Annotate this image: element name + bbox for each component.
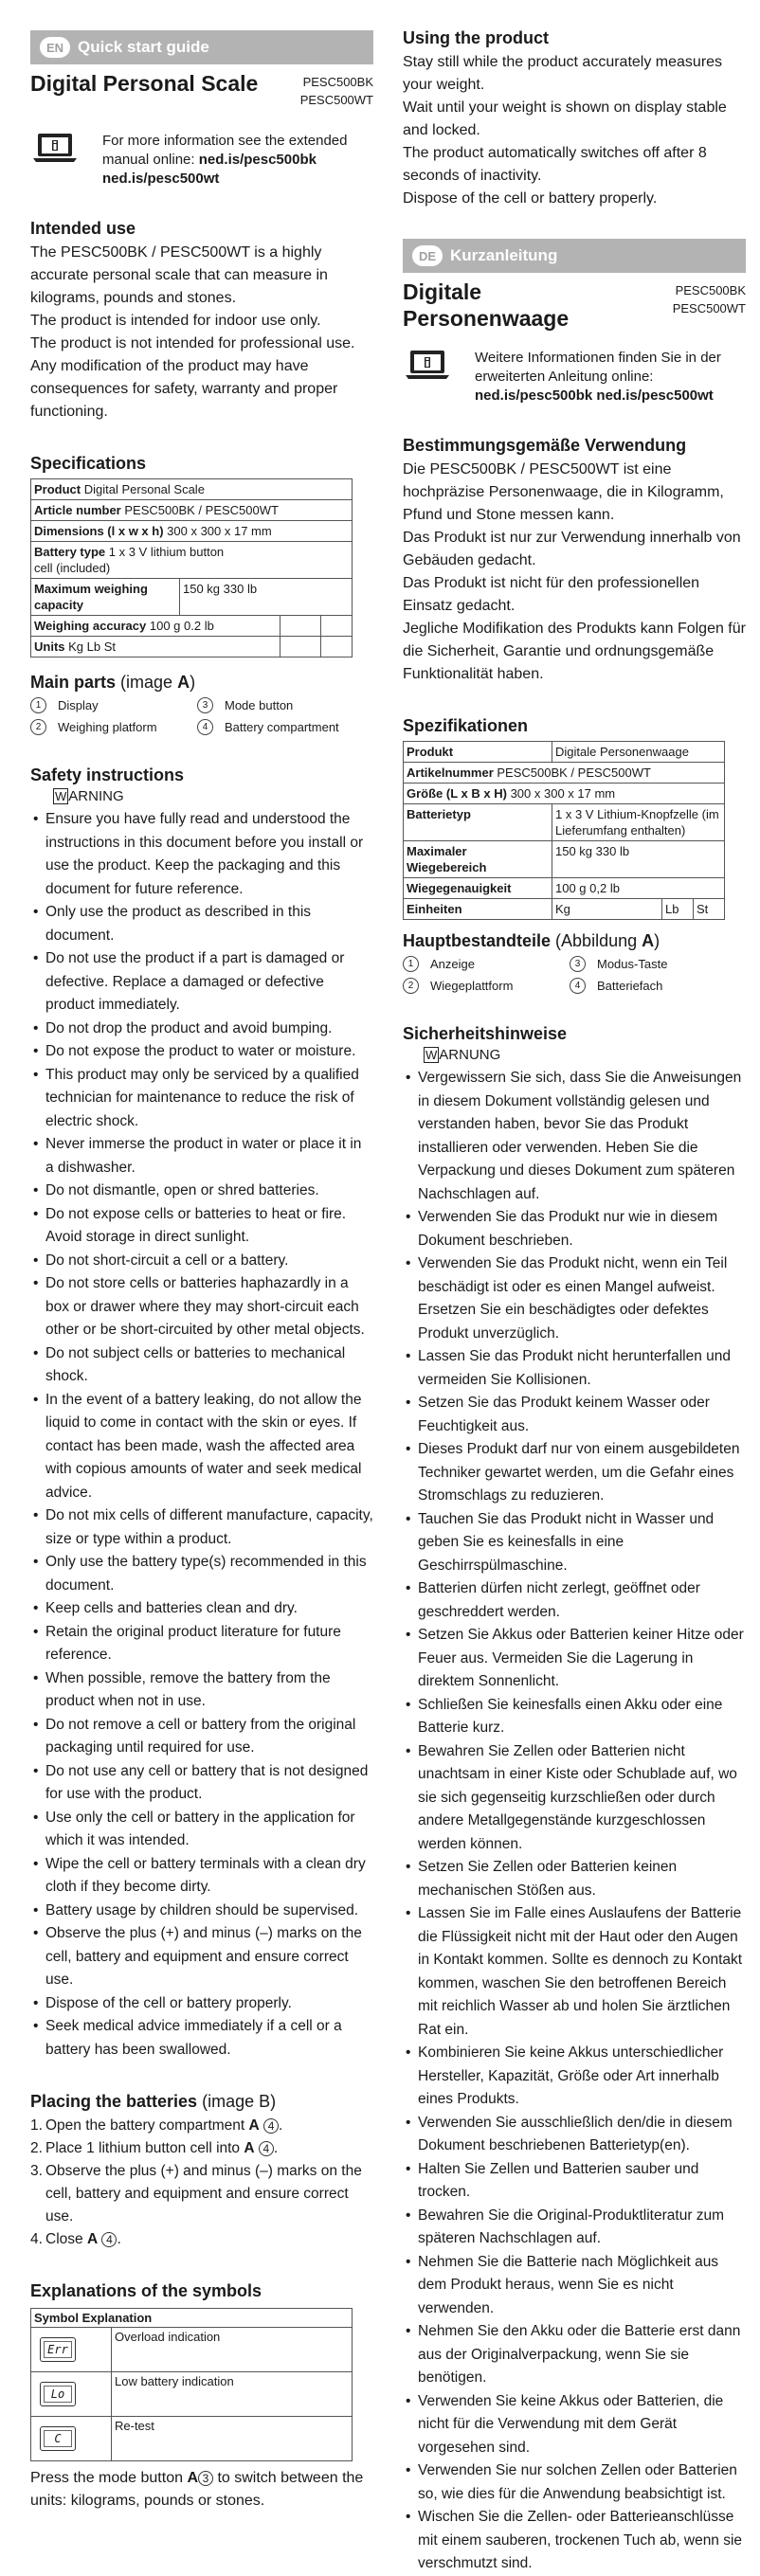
step-image-ref: A	[86, 2231, 99, 2247]
part-label: Modus-Taste	[597, 957, 668, 971]
de-product-name-1: Digitale	[403, 279, 482, 304]
spec-value: 100 g 0.2 lb	[149, 619, 214, 633]
en-model-numbers	[300, 70, 373, 109]
en-parts-list	[30, 697, 373, 735]
safety-item: • Seek medical advice immediately if a cell or a battery has been swallowed.	[30, 2015, 373, 2062]
warning-text: ARNUNG	[439, 1047, 501, 1063]
safety-item: • Do not remove a cell or battery from the original packaging until required for use.	[30, 1714, 373, 1760]
safety-item: • Do not short-circuit a cell or a battery.	[30, 1250, 373, 1273]
safety-item: • Verwenden Sie das Produkt nur wie in diesem Dokument beschrieben.	[403, 1206, 746, 1252]
list-item	[30, 697, 197, 713]
safety-item: • Never immerse the product in water or place it in a dishwasher.	[30, 1133, 373, 1180]
en-placing-title	[30, 2090, 373, 2113]
en-safety-list	[30, 808, 373, 2062]
en-spec-title: Specifications	[30, 454, 147, 473]
step-item	[30, 2228, 373, 2251]
table-row	[404, 878, 725, 899]
de-spec-table	[403, 741, 725, 920]
step-item	[30, 2115, 373, 2137]
spec-label: Produkt	[407, 745, 454, 759]
list-item	[403, 978, 570, 994]
list-item	[197, 697, 358, 713]
safety-item: • Verwenden Sie das Produkt nicht, wenn ein Teil beschädigt ist oder es einen Mangel aufweist. Ersetzen Sie ein beschädigtes oder defektes Produkt unverzüglich.	[403, 1252, 746, 1345]
spec-label: Größe (L x B x H)	[407, 786, 507, 801]
table-row	[31, 2417, 353, 2461]
mode-text-1: Press the mode button	[30, 2470, 188, 2486]
en-parts-title-text: Main parts	[30, 673, 117, 692]
safety-item: • Do not expose cells or batteries to heat or fire. Avoid storage in direct sunlight.	[30, 1203, 373, 1250]
spec-label: Artikelnummer	[407, 766, 494, 780]
safety-item: • Retain the original product literature for future reference.	[30, 1621, 373, 1667]
safety-item: • Use only the cell or battery in the application for which it was intended.	[30, 1807, 373, 1853]
en-product-row	[30, 70, 373, 109]
de-header-bar	[403, 239, 746, 273]
safety-item: • Lassen Sie das Produkt nicht herunterfallen und vermeiden Sie Kollisionen.	[403, 1345, 746, 1392]
en-spec-table	[30, 478, 353, 658]
spec-value: PESC500BK / PESC500WT	[124, 503, 279, 517]
symbols-header: Symbol Explanation	[34, 2311, 153, 2325]
step-part-number: 4	[101, 2232, 117, 2247]
table-row	[31, 616, 353, 637]
en-safety-title: Safety instructions	[30, 766, 185, 784]
de-intended-paragraph: Das Produkt ist nicht für den professionellen Einsatz gedacht.	[403, 575, 700, 614]
part-number: 2	[30, 719, 46, 735]
safety-item: • Setzen Sie Zellen oder Batterien keinen mechanischen Stößen aus.	[403, 1856, 746, 1902]
list-item	[570, 956, 731, 972]
step-item	[30, 2137, 373, 2160]
laptop-info-icon	[32, 132, 78, 164]
en-language-badge: EN	[40, 37, 70, 58]
using-paragraph: Stay still while the product accurately measures your weight.	[403, 54, 723, 93]
step-text: Close	[45, 2231, 87, 2247]
lcd-lo-icon: Lo	[40, 2382, 76, 2406]
spec-label: Maximum weighing capacity	[34, 582, 148, 612]
spec-label: Battery type	[34, 545, 106, 559]
safety-item: • Do not drop the product and avoid bumping.	[30, 1018, 373, 1041]
spec-label: Weighing accuracy	[34, 619, 147, 633]
safety-item: • In the event of a battery leaking, do not allow the liquid to come in contact with the skin or eyes. If contact has been made, wash the affected area with copious amounts of water and seek medical advice.	[30, 1389, 373, 1505]
table-row	[404, 899, 725, 920]
table-row	[31, 521, 353, 542]
using-title: Using the product	[403, 28, 549, 47]
safety-item: • Do not use any cell or battery that is not designed for use with the product.	[30, 1760, 373, 1807]
spec-value: 1 x 3 V lithium button cell (included)	[34, 545, 225, 575]
part-label: Wiegeplattform	[430, 979, 514, 993]
step-number: 1.	[30, 2117, 43, 2134]
spec-label: Einheiten	[407, 902, 462, 916]
de-header-title: Kurzanleitung	[450, 246, 558, 264]
en-info-block	[30, 132, 373, 189]
safety-item: • Do not use the product if a part is damaged or defective. Replace a damaged or defective product immediately.	[30, 947, 373, 1018]
en-placing-title-text: Placing the batteries	[30, 2092, 198, 2111]
safety-item: • Kombinieren Sie keine Akkus unterschiedlicher Hersteller, Kapazität, Größe oder Art innerhalb eines Produkts.	[403, 2042, 746, 2112]
list-item	[197, 719, 358, 735]
spec-value: 150 kg 330 lb	[555, 844, 630, 858]
safety-item: • Do not subject cells or batteries to mechanical shock.	[30, 1342, 373, 1389]
safety-item: • Wipe the cell or battery terminals with a clean dry cloth if they become dirty.	[30, 1853, 373, 1900]
de-parts-image-close: )	[654, 931, 660, 950]
de-safety-list	[403, 1067, 746, 2576]
de-intended-body	[403, 459, 746, 686]
safety-item: • Wischen Sie die Zellen- oder Batterieanschlüsse mit einem sauberen, trockenen Tuch ab, wenn sie verschmutzt sind.	[403, 2506, 746, 2576]
de-intended-title: Bestimmungsgemäße Verwendung	[403, 436, 687, 455]
de-parts-image-letter: A	[642, 931, 655, 950]
de-info-block	[403, 349, 746, 405]
step-number: 3.	[30, 2163, 43, 2179]
safety-item: • Schließen Sie keinesfalls einen Akku oder eine Batterie kurz.	[403, 1694, 746, 1740]
part-label: Display	[58, 698, 99, 712]
list-item	[30, 719, 197, 735]
en-parts-title	[30, 671, 373, 694]
safety-item: • Nehmen Sie den Akku oder die Batterie erst dann aus der Originalverpackung, wenn Sie sie benötigen.	[403, 2320, 746, 2390]
en-intended-body	[30, 242, 373, 423]
safety-item: • Tauchen Sie das Produkt nicht in Wasser und geben Sie es keinesfalls in eine Geschirrspülmaschine.	[403, 1508, 746, 1578]
lcd-c-icon: C	[40, 2426, 76, 2451]
de-parts-image-ref: (Abbildung	[555, 931, 642, 950]
en-intended-paragraph: The product is not intended for professional use.	[30, 335, 355, 351]
step-end: .	[117, 2231, 121, 2247]
de-info-text	[475, 349, 746, 405]
mode-part-number: 3	[198, 2471, 213, 2486]
part-label: Batteriefach	[597, 979, 663, 993]
de-product-name-2: Personenwaage	[403, 306, 570, 331]
spec-value: 300 x 300 x 17 mm	[510, 786, 616, 801]
right-column	[403, 0, 746, 2576]
table-row	[31, 2372, 353, 2417]
en-model-2: PESC500WT	[299, 93, 373, 107]
safety-item: • Setzen Sie das Produkt keinem Wasser oder Feuchtigkeit aus.	[403, 1392, 746, 1438]
safety-item: • Vergewissern Sie sich, dass Sie die Anweisungen in diesem Dokument vollständig gelesen und verstanden haben, bevor Sie das Produkt installieren oder verwenden. Heben Sie die Verpackung und dieses Dokument zum späteren Nachschlagen auf.	[403, 1067, 746, 1206]
list-item	[570, 978, 731, 994]
spec-label: Maximaler Wiegebereich	[407, 844, 487, 874]
table-row	[31, 2328, 353, 2372]
spec-label: Units	[34, 639, 65, 654]
part-label: Battery compartment	[225, 720, 339, 734]
safety-item: • Dispose of the cell or battery properly.	[30, 1992, 373, 2016]
table-row	[404, 742, 725, 763]
safety-item: • Do not dismantle, open or shred batteries.	[30, 1180, 373, 1203]
warning-symbol: W	[55, 789, 67, 803]
using-paragraph: Dispose of the cell or battery properly.	[403, 190, 658, 207]
safety-item: • Do not store cells or batteries haphazardly in a box or drawer where they may short-circuit each other or be short-circuited by other metal objects.	[30, 1272, 373, 1342]
spec-value: Kg	[555, 902, 570, 916]
spec-value: 300 x 300 x 17 mm	[167, 524, 272, 538]
table-row	[31, 479, 353, 500]
part-number: 1	[30, 697, 46, 713]
step-end: .	[273, 2140, 279, 2156]
part-number: 3	[197, 697, 213, 713]
safety-item: • Bewahren Sie Zellen oder Batterien nicht unachtsam in einer Kiste oder Schublade auf, wo sie sich gegenseitig kurzschließen oder durch andere Metallgegenstände kurzgeschlossen werden können.	[403, 1740, 746, 1857]
en-header-bar	[30, 30, 373, 64]
part-number: 4	[570, 978, 586, 994]
part-label: Anzeige	[430, 957, 475, 971]
table-row	[31, 637, 353, 658]
en-symbols-table	[30, 2308, 353, 2461]
safety-item: • Ensure you have fully read and understood the instructions in this document before you install or use the product. Keep the packaging and this document for future reference.	[30, 808, 373, 901]
spec-value: PESC500BK / PESC500WT	[497, 766, 651, 780]
safety-item: • Only use the product as described in this document.	[30, 901, 373, 947]
de-warning-label	[424, 1047, 746, 1063]
de-intended-paragraph: Die PESC500BK / PESC500WT ist eine hochpräzise Personenwaage, die in Kilogramm, Pfund und Stone messen kann.	[403, 461, 724, 523]
part-label: Weighing platform	[58, 720, 157, 734]
en-placing-image-ref: (image B)	[202, 2092, 277, 2111]
en-intended-paragraph: The product is intended for indoor use only.	[30, 313, 321, 329]
safety-item: • Lassen Sie im Falle eines Auslaufens der Batterie die Flüssigkeit nicht mit der Haut oder den Augen in Kontakt kommen. Sollte es dennoch zu Kontakt kommen, waschen Sie den betroffenen Bereich mit reichlich Wasser ab und holen Sie ärztlichen Rat ein.	[403, 1902, 746, 2042]
safety-item: • Setzen Sie Akkus oder Batterien keiner Hitze oder Feuer aus. Vermeiden Sie die Lagerung in direktem Sonnenlicht.	[403, 1624, 746, 1694]
spec-value: Digitale Personenwaage	[555, 745, 689, 759]
spec-value: St	[697, 902, 709, 916]
en-placing-steps	[30, 2115, 373, 2251]
step-number: 4.	[30, 2231, 43, 2247]
safety-item: • This product may only be serviced by a qualified technician for maintenance to reduce the risk of electric shock.	[30, 1064, 373, 1134]
safety-item: • Verwenden Sie nur solchen Zellen oder Batterien so, wie dies für die Anwendung beabsichtigt ist.	[403, 2459, 746, 2506]
de-spec-title: Spezifikationen	[403, 716, 529, 735]
safety-item: • Bewahren Sie die Original-Produktliteratur zum späteren Nachschlagen auf.	[403, 2205, 746, 2251]
safety-item: • When possible, remove the battery from the product when not in use.	[30, 1667, 373, 1714]
safety-item: • Batterien dürfen nicht zerlegt, geöffnet oder geschreddert werden.	[403, 1577, 746, 1624]
table-row	[404, 763, 725, 784]
spec-label: Product	[34, 482, 81, 496]
table-row	[404, 841, 725, 878]
spec-label: Article number	[34, 503, 121, 517]
safety-item: • Dieses Produkt darf nur von einem ausgebildeten Techniker gewartet werden, um die Gefahr eines Stromschlags zu reduzieren.	[403, 1438, 746, 1508]
de-safety-title: Sicherheitshinweise	[403, 1024, 568, 1043]
en-intended-paragraph: The PESC500BK / PESC500WT is a highly accurate personal scale that can measure in kilograms, pounds and stones.	[30, 244, 328, 306]
step-item	[30, 2160, 373, 2228]
mode-text-2: to switch between the units: kilograms, pounds or stones.	[30, 2470, 364, 2509]
en-parts-image-close: )	[190, 673, 196, 692]
symbol-explanation: Low battery indication	[115, 2374, 234, 2388]
english-column	[30, 0, 373, 2513]
spec-value: 100 g 0,2 lb	[555, 881, 620, 895]
de-parts-list	[403, 956, 746, 994]
de-intended-paragraph: Jegliche Modifikation des Produkts kann Folgen für die Sicherheit, Garantie und ordnungsgemäße Funktionalität haben.	[403, 621, 746, 682]
symbol-explanation: Overload indication	[115, 2330, 221, 2344]
spec-label: Wiegegenauigkeit	[407, 881, 512, 895]
step-text: Observe the plus (+) and minus (–) marks on the cell, battery and equipment and ensure correct use.	[45, 2163, 362, 2225]
step-part-number: 4	[259, 2141, 274, 2156]
de-parts-title-text: Hauptbestandteile	[403, 931, 552, 950]
safety-item: • Do not mix cells of different manufacture, capacity, size or type within a product.	[30, 1504, 373, 1551]
step-number: 2.	[30, 2140, 43, 2156]
en-info-link[interactable]: ned.is/pesc500bk ned.is/pesc500wt	[102, 152, 317, 187]
step-text: Open the battery compartment	[45, 2117, 249, 2134]
spec-value: 1 x 3 V Lithium-Knopfzelle (im Lieferumfang enthalten)	[555, 807, 719, 838]
warning-text: ARNING	[68, 788, 124, 804]
en-mode-text	[30, 2467, 373, 2513]
de-language-badge: DE	[412, 245, 443, 266]
de-model-1: PESC500BK	[675, 283, 746, 297]
step-image-ref: A	[244, 2140, 255, 2156]
warning-symbol: W	[425, 1048, 438, 1062]
part-number: 3	[570, 956, 586, 972]
safety-item: • Verwenden Sie ausschließlich den/die in diesem Dokument beschriebenen Batterietyp(en).	[403, 2112, 746, 2158]
de-info-text-span: Weitere Informationen finden Sie in der erweiterten Anleitung online:	[475, 350, 721, 385]
safety-item: • Only use the battery type(s) recommended in this document.	[30, 1551, 373, 1597]
safety-item: • Halten Sie Zellen und Batterien sauber und trocken.	[403, 2158, 746, 2205]
table-row	[31, 542, 353, 579]
spec-label: Batterietyp	[407, 807, 471, 821]
part-number: 4	[197, 719, 213, 735]
lcd-err-icon: Err	[40, 2337, 76, 2362]
en-product-name: Digital Personal Scale	[30, 71, 259, 96]
de-product-row	[403, 279, 746, 332]
table-row	[31, 500, 353, 521]
de-parts-title	[403, 929, 746, 952]
using-paragraph: The product automatically switches off after 8 seconds of inactivity.	[403, 145, 707, 184]
using-paragraph: Wait until your weight is shown on display stable and locked.	[403, 99, 727, 138]
en-warning-label	[53, 788, 373, 804]
part-number: 1	[403, 956, 419, 972]
table-row	[31, 2309, 353, 2328]
step-part-number: 4	[263, 2118, 279, 2134]
de-product-name	[403, 279, 569, 332]
en-parts-image-letter: A	[177, 673, 190, 692]
spec-value: Kg Lb St	[68, 639, 116, 654]
en-intended-title: Intended use	[30, 219, 136, 238]
en-header-title: Quick start guide	[78, 38, 209, 56]
step-text: Place 1 lithium button cell into	[45, 2140, 244, 2156]
step-end: .	[279, 2117, 283, 2134]
list-item	[403, 956, 570, 972]
part-number: 2	[403, 978, 419, 994]
en-model-1: PESC500BK	[302, 75, 373, 89]
spec-value: Digital Personal Scale	[83, 482, 205, 496]
mode-image-ref: A	[187, 2470, 198, 2486]
de-intended-paragraph: Das Produkt ist nur zur Verwendung innerhalb von Gebäuden gedacht.	[403, 530, 741, 568]
safety-item: • Verwenden Sie keine Akkus oder Batterien, die nicht für die Verwendung mit dem Gerät vorgesehen sind.	[403, 2390, 746, 2460]
spec-value: 150 kg 330 lb	[183, 582, 258, 596]
safety-item: • Observe the plus (+) and minus (–) marks on the cell, battery and equipment and ensure correct use.	[30, 1922, 373, 1992]
en-parts-image-ref: (image	[120, 673, 178, 692]
de-model-2: PESC500WT	[672, 301, 746, 315]
safety-item: • Do not expose the product to water or moisture.	[30, 1040, 373, 1064]
de-model-numbers	[673, 279, 746, 317]
laptop-info-icon	[405, 349, 450, 381]
table-row	[404, 784, 725, 804]
spec-label: Dimensions (l x w x h)	[34, 524, 164, 538]
table-row	[31, 579, 353, 616]
en-intended-paragraph: Any modification of the product may have consequences for safety, warranty and proper functioning.	[30, 358, 338, 420]
part-label: Mode button	[225, 698, 294, 712]
step-image-ref: A	[248, 2117, 260, 2134]
en-info-text-span: For more information see the extended manual online:	[102, 133, 348, 168]
safety-item: • Nehmen Sie die Batterie nach Möglichkeit aus dem Produkt heraus, wenn Sie es nicht verwenden.	[403, 2251, 746, 2321]
safety-item: • Keep cells and batteries clean and dry.	[30, 1597, 373, 1621]
en-symbols-title: Explanations of the symbols	[30, 2281, 262, 2300]
safety-item: • Battery usage by children should be supervised.	[30, 1900, 373, 1923]
spec-value: Lb	[665, 902, 679, 916]
en-info-text	[102, 132, 373, 189]
using-body	[403, 51, 746, 210]
symbol-explanation: Re-test	[115, 2419, 154, 2433]
table-row	[404, 804, 725, 841]
de-info-link[interactable]: ned.is/pesc500bk ned.is/pesc500wt	[475, 387, 714, 404]
